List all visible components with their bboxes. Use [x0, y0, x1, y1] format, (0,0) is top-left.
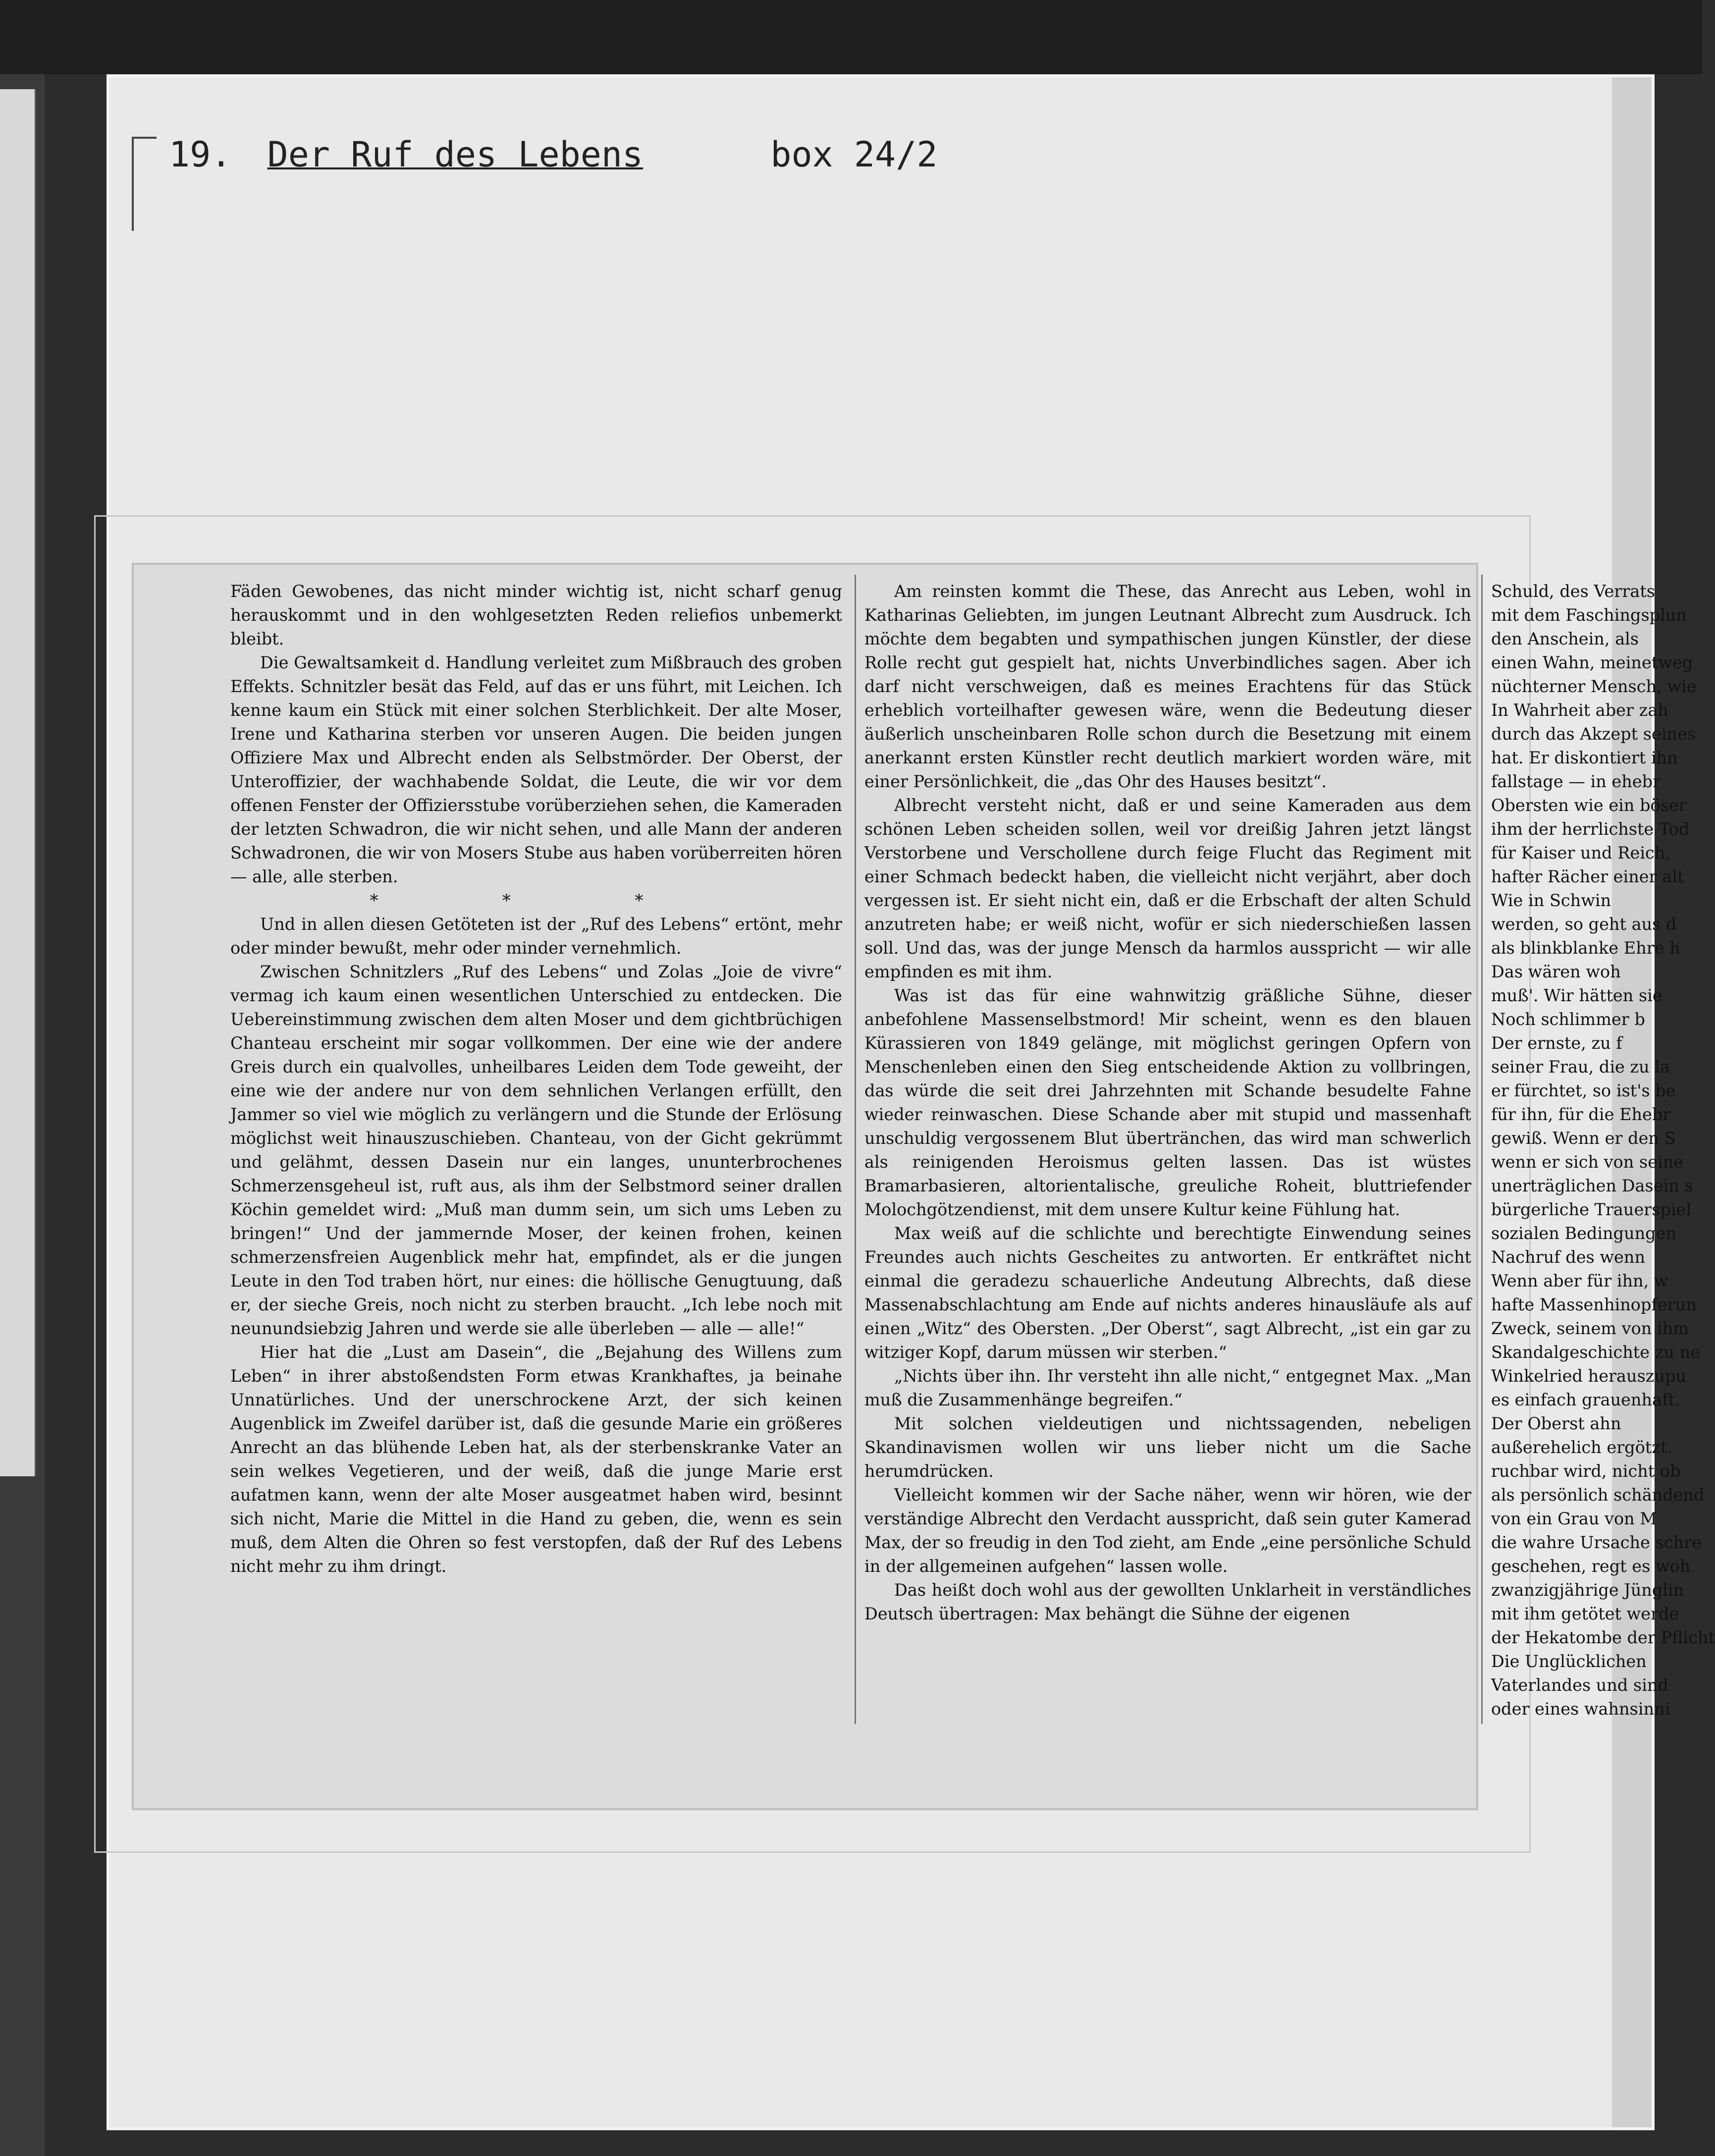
cropped-line: Winkelried herauszupu — [1491, 1366, 1687, 1386]
cropped-line: als persönlich schändend — [1491, 1485, 1705, 1505]
cropped-line: Das wären woh — [1491, 962, 1621, 981]
cropped-line: sozialen Bedingungen — [1491, 1224, 1677, 1243]
cropped-line: nüchterner Mensch, wie — [1491, 677, 1697, 696]
cropped-line: geschehen, regt es woh — [1491, 1557, 1691, 1576]
corner-mark — [132, 137, 134, 231]
cropped-line: Die Unglücklichen — [1491, 1652, 1647, 1671]
cropped-line: gewiß. Wenn er den S — [1491, 1129, 1676, 1148]
cropped-line: er fürchtet, so ist's be — [1491, 1081, 1676, 1100]
cropped-line: mit dem Faschingsplun — [1491, 605, 1687, 625]
paragraph: Max weiß auf die schlichte und berechtigte Einwendung seines Freundes auch nichts Gescheites zu antworten. Er entkräftet nicht einmal die geradezu schauerliche Andeutung Albrechts, daß diese Massenabschlachtung am Ende auf nichts anderes hinausläufe als auf einen „Witz“ des Obersten. „Der Oberst“, sagt Albrecht, „ist ein gar zu witziger Kopf, darum müssen wir sterben.“ — [864, 1224, 1471, 1362]
cropped-line: die wahre Ursache schre — [1491, 1533, 1702, 1552]
archive-header — [169, 134, 938, 189]
cropped-line: als blinkblanke Ehre h — [1491, 938, 1680, 958]
cropped-line: Zweck, seinem von ihm — [1491, 1319, 1689, 1338]
paragraph: Vielleicht kommen wir der Sache näher, wenn wir hören, wie der verständige Albrecht den Verdacht ausspricht, daß sein guter Kamerad Max, der so freudig in den Tod zieht, am Ende „eine persönliche Schuld in der allgemeinen aufgehen“ lassen wolle. — [864, 1485, 1471, 1576]
cropped-line: Skandalgeschichte zu ne — [1491, 1343, 1700, 1362]
paragraph: Am reinsten kommt die These, das Anrecht aus Leben, wohl in Katharinas Geliebten, im jungen Leutnant Albrecht zum Ausdruck. Ich möchte dem begabten und sympathischen jungen Künstler, der diese Rolle recht gut gespielt hat, nichts Unverbindliches sagen. Aber ich darf nicht verschweigen, daß es meines Erachtens für das Stück erheblich vorteilhafter gewesen wäre, wenn die Bedeutung dieser äußerlich unscheinbaren Rolle schon durch die Besetzung mit einem anerkannt ersten Künstler recht deutlich markiert worden wäre, mit einer Persönlichkeit, die „das Ohr des Hauses besitzt“. — [864, 582, 1471, 791]
cropped-line: mit ihm getötet werde — [1491, 1604, 1679, 1623]
paragraph: Und in allen diesen Getöteten ist der „Ruf des Lebens“ ertönt, mehr oder minder bewußt, mehr oder minder vernehmlich. — [230, 915, 842, 958]
cropped-line: oder eines wahnsinni — [1491, 1699, 1670, 1719]
article-column-2 — [864, 580, 1471, 1709]
cropped-line: werden, so geht aus d — [1491, 915, 1677, 934]
cropped-line: Wie in Schwin — [1491, 891, 1611, 910]
paragraph: Was ist das für eine wahnwitzig gräßliche Sühne, dieser anbefohlene Massenselbstmord! Mir scheint, wenn es den blauen Kürassieren von 1849 gelänge, mit möglichst geringen Opfern von Menschenleben einen den Sieg entscheidende Aktion zu vollbringen, das würde die seit drei Jahrzehnten mit Schande besudelte Fahne wieder reinwaschen. Diese Schande aber mit stupid und massenhaft unschuldig vergossenem Blut übertränchen, das wird man schwerlich als reinigenden Heroismus gelten lassen. Das ist wüstes Bramarbasieren, altorientalische, greuliche Roheit, bluttriefender Molochgötzendienst, mit dem unsere Kultur keine Fühlung hat. — [864, 986, 1471, 1219]
paragraph: Das heißt doch wohl aus der gewollten Unklarheit in verständliches Deutsch übertragen: Max behängt die Sühne der eigenen — [864, 1580, 1471, 1623]
section-divider: * * * — [370, 891, 703, 910]
cropped-line: Der ernste, zu f — [1491, 1033, 1622, 1053]
cropped-line: hat. Er diskontiert ihn — [1491, 748, 1678, 767]
column-rule — [855, 575, 856, 1724]
newspaper-clipping — [134, 565, 1715, 1808]
corner-mark-top — [132, 137, 157, 139]
cropped-line: von ein Grau von M — [1491, 1509, 1657, 1528]
box-label: box 24/2 — [770, 134, 938, 175]
cropped-line: Wenn aber für ihn, w — [1491, 1271, 1668, 1291]
scan-dark-border — [0, 0, 1702, 74]
cropped-line: für ihn, für die Ehebr — [1491, 1105, 1671, 1124]
paragraph: „Nichts über ihn. Ihr versteht ihn alle nicht,“ entgegnet Max. „Man muß die Zusammenhänge begreifen.“ — [864, 1366, 1471, 1409]
cropped-line: wenn er sich von seine — [1491, 1152, 1684, 1172]
paragraph: Fäden Gewobenes, das nicht minder wichtig ist, nicht scharf genug herauskommt und in den wohlgesetzten Reden reliefios unbemerkt bleibt. — [230, 582, 842, 648]
cropped-line: für Kaiser und Reich, — [1491, 843, 1671, 862]
cropped-line: unerträglichen Dasein s — [1491, 1176, 1693, 1195]
cropped-line: muß'. Wir hätten sie — [1491, 986, 1662, 1005]
cropped-line: zwanzigjährige Jünglin — [1491, 1580, 1684, 1600]
cropped-line: hafter Rächer einer alt — [1491, 867, 1684, 886]
paragraph: Mit solchen vieldeutigen und nichtssagenden, nebeligen Skandinavismen wollen wir uns lieber nicht um die Sache herumdrücken. — [864, 1414, 1471, 1481]
cropped-line: Schuld, des Verrats — [1491, 582, 1656, 601]
paragraph: Hier hat die „Lust am Dasein“, die „Bejahung des Willens zum Leben“ in ihrer abstoßendsten Form etwas Krankhaftes, ja beinahe Unnatürliches. Und der unerschrockene Arzt, der sich keinen Augenblick im Zweifel darüber ist, daß die gesunde Marie ein größeres Anrecht an das blühende Leben hat, als der sterbenskranke Vater an sein welkes Vegetieren, und der weiß, daß die junge Marie erst aufatmen kann, wenn der alte Moser ausgeatmet haben wird, besinnt sich nicht, Marie die Mittel in die Hand zu geben, die, wenn es sein muß, dem Alten die Ohren so fest verstopfen, daß der Ruf des Lebens nicht mehr zu ihm dringt. — [230, 1343, 842, 1576]
cropped-line: ruchbar wird, nicht ob — [1491, 1461, 1681, 1481]
paragraph: Die Gewaltsamkeit d. Handlung verleitet zum Mißbrauch des groben Effekts. Schnitzler besät das Feld, auf das er uns führt, mit Leichen. Ich kenne kaum ein Stück mit einer solchen Sterblichkeit. Der alte Moser, Irene und Katharina sterben vor unseren Augen. Die beiden jungen Offiziere Max und Albrecht enden als Selbstmörder. Der Oberst, der Unteroffizier, der wachhabende Soldat, die Leute, die wir vor dem offenen Fenster der Offiziersstube vorüberziehen sehen, die Kameraden der letzten Schwadron, die wir nicht sehen, und alle Mann der anderen Schwadronen, die wir von Mosers Stube aus haben vorüberreiten hören — alle, alle sterben. — [230, 653, 842, 886]
folder-title: Der Ruf des Lebens — [267, 134, 643, 175]
cropped-line: bürgerliche Trauerspiel — [1491, 1200, 1692, 1219]
cropped-line: den Anschein, als — [1491, 629, 1639, 648]
cropped-line: seiner Frau, die zu la — [1491, 1057, 1670, 1077]
folder-number: 19. — [169, 134, 232, 175]
cropped-line: einen Wahn, meinetweg — [1491, 653, 1693, 672]
cropped-line: Noch schlimmer b — [1491, 1010, 1645, 1029]
cropped-line: es einfach grauenhaft. — [1491, 1390, 1680, 1409]
cropped-line: ihm der herrlichste Tod — [1491, 819, 1690, 839]
paragraph: Albrecht versteht nicht, daß er und seine Kameraden aus dem schönen Leben scheiden sollen, weil vor dreißig Jahren jetzt längst Verstorbene und Verschollene durch feige Flucht das Regiment mit einer Schmach bedeckt haben, die vielleicht nicht verjährt, aber doch vergessen ist. Er sieht nicht ein, daß er die Erbschaft der alten Schuld anzutreten habe; er weiß nicht, wofür er sich niederschießen lassen soll. Und das, was der junge Mensch da harmlos ausspricht — wir alle empfinden es mit ihm. — [864, 796, 1471, 981]
cropped-line: Obersten wie ein böser — [1491, 796, 1687, 815]
cropped-line: In Wahrheit aber zah — [1491, 701, 1668, 720]
cropped-line: hafte Massenhinopferun — [1491, 1295, 1697, 1314]
cropped-line: der Hekatombe der Pflicht — [1491, 1628, 1715, 1647]
paragraph: Zwischen Schnitzlers „Ruf des Lebens“ und Zolas „Joie de vivre“ vermag ich kaum einen wesentlichen Unterschied zu entdecken. Die Uebereinstimmung zwischen dem alten Moser und dem gichtbrüchigen Chanteau erscheint mir sogar vollkommen. Der eine wie der andere Greis durch ein qualvolles, unheilbares Leiden dem Tode geweiht, der eine wie der andere nur von dem sehnlichen Verlangen erfüllt, den Jammer so viel wie möglich zu verlängern und die Stunde der Erlösung möglichst weit hinauszuschieben. Chanteau, von der Gicht gekrümmt und gelähmt, dessen Dasein nur ein langes, ununterbrochenes Schmerzensgeheul ist, ruft aus, als ihm der Selbstmord seiner drallen Köchin gemeldet wird: „Muß man dumm sein, um sich ums Leben zu bringen!“ Und der jammernde Moser, der keinen frohen, keinen schmerzensfreien Augenblick mehr hat, empfindet, als er die jungen Leute in den Tod traben hört, nur eines: die höllische Genugtuung, daß er, der sieche Greis, noch nicht zu sterben braucht. „Ich lebe noch mit neunundsiebzig Jahren und werde sie alle überleben — alle — alle!“ — [230, 962, 842, 1338]
adjacent-sheet-edge — [0, 89, 36, 1476]
cropped-line: außerehelich ergötzt. — [1491, 1438, 1673, 1457]
article-column-1 — [230, 580, 842, 1709]
cropped-line: Der Oberst ahn — [1491, 1414, 1621, 1433]
cropped-line: fallstage — in ehebr — [1491, 772, 1661, 791]
cropped-line: durch das Akzept seines — [1491, 724, 1696, 744]
cropped-line: Nachruf des wenn — [1491, 1247, 1646, 1267]
cropped-line: Vaterlandes und sind — [1491, 1675, 1668, 1695]
article-column-3-cropped — [1491, 580, 1715, 1719]
column-rule — [1481, 575, 1483, 1724]
